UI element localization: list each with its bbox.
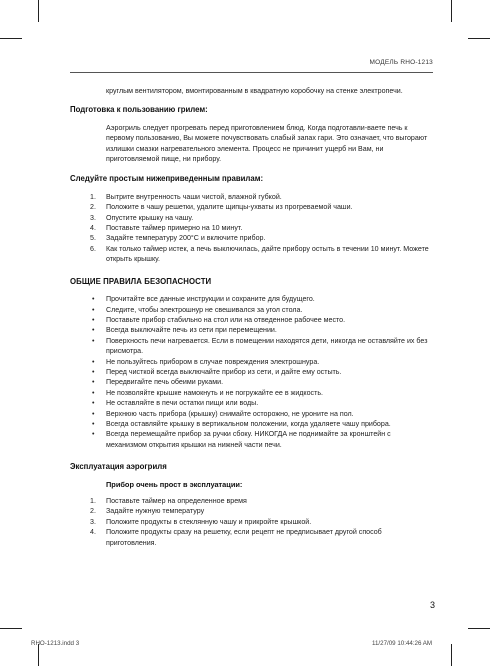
rules-heading: Следуйте простым нижеприведенным правилам:	[70, 174, 264, 184]
list-item-text: Положите в чашу решетки, удалите щипцы-ухваты из прогреваемой чаши.	[106, 203, 353, 212]
list-item-number: 4.	[90, 528, 96, 537]
bullet-marker: •	[92, 378, 95, 387]
list-item	[90, 202, 433, 212]
list-item-text: Положите продукты сразу на решетку, если рецепт не предписывает другой способ приготовления.	[106, 528, 382, 547]
list-item-text: Передвигайте печь обеими руками.	[106, 378, 224, 387]
list-item	[90, 213, 433, 223]
list-item	[90, 325, 433, 335]
list-item-number: 6.	[90, 244, 96, 253]
list-item	[90, 527, 433, 548]
list-item	[90, 367, 433, 377]
page-content	[70, 86, 433, 548]
bullet-marker: •	[92, 315, 95, 324]
list-item	[90, 388, 433, 398]
bullet-marker: •	[92, 419, 95, 428]
list-item	[90, 336, 433, 357]
operation-list	[70, 496, 433, 548]
list-item	[90, 506, 433, 516]
list-item-text: Задайте нужную температуру	[106, 507, 205, 516]
crop-mark-bottom-right-v	[451, 644, 452, 666]
crop-mark-top-right-h	[468, 38, 490, 39]
list-item	[90, 419, 433, 429]
list-item-text: Перед чисткой всегда выключайте прибор из сети, и дайте ему остыть.	[106, 367, 342, 376]
safety-heading: ОБЩИЕ ПРАВИЛА БЕЗОПАСНОСТИ	[70, 276, 212, 286]
list-item	[90, 377, 433, 387]
header-divider	[70, 72, 433, 73]
list-item-number: 1.	[90, 192, 96, 201]
bullet-marker: •	[92, 305, 95, 314]
list-item-text: Поверхность печи нагревается. Если в помещении находятся дети, никогда не оставляйте их без присмотра.	[106, 336, 428, 356]
crop-mark-top-left-h	[0, 38, 22, 39]
list-item-text: Всегда оставляйте крышку в вертикальном положении, когда удаляете чашу прибора.	[106, 419, 391, 428]
list-item-text: Не оставляйте в печи остатки пищи или воды.	[106, 399, 259, 408]
footer-timestamp: 11/27/09 10:44:26 AM	[372, 640, 433, 647]
rules-list	[70, 192, 433, 265]
list-item-text: Задайте температуру 200°С и включите прибор.	[106, 234, 266, 243]
list-item-text: Всегда перемещайте прибор за ручки сбоку. НИКОГДА не поднимайте за кронштейн с механизмом открытия крышки на нижней части печи.	[106, 430, 391, 449]
crop-mark-bottom-left-v	[38, 644, 39, 666]
list-item	[90, 496, 433, 506]
list-item	[90, 223, 433, 233]
list-item-number: 2.	[90, 203, 96, 212]
list-item-text: Вытрите внутренность чаши чистой, влажной губкой.	[106, 192, 282, 201]
footer-file-slug: RHO-1213.indd 3	[31, 640, 80, 647]
bullet-marker: •	[92, 409, 95, 418]
bullet-marker: •	[92, 399, 95, 408]
list-item	[90, 294, 433, 304]
list-item-text: Поставьте таймер примерно на 10 минут.	[106, 224, 243, 233]
list-item-text: Поставьте таймер на определенное время	[106, 497, 247, 505]
bullet-marker: •	[92, 295, 95, 304]
list-item-text: Верхнюю часть прибора (крышку) снимайте осторожно, не уроните на пол.	[106, 409, 354, 418]
list-item	[90, 315, 433, 325]
bullet-marker: •	[92, 388, 95, 397]
crop-mark-bottom-right-h	[468, 628, 490, 629]
list-item	[90, 357, 433, 367]
header-model: МОДЕЛЬ RHO-1213	[369, 59, 433, 66]
safety-list	[70, 294, 433, 450]
page-number: 3	[429, 600, 435, 610]
list-item-number: 2.	[90, 507, 96, 516]
list-item	[90, 409, 433, 419]
list-item-number: 3.	[90, 213, 96, 222]
list-item	[90, 305, 433, 315]
list-item-text: Всегда выключайте печь из сети при перемещении.	[106, 326, 277, 335]
list-item-number: 1.	[90, 497, 96, 505]
list-item-number: 5.	[90, 234, 96, 243]
operation-heading: Эксплуатация аэрогриля	[70, 462, 167, 472]
list-item	[90, 244, 433, 265]
bullet-marker: •	[92, 357, 95, 366]
list-item	[90, 398, 433, 408]
list-item	[90, 517, 433, 527]
list-item	[90, 192, 433, 202]
list-item-number: 4.	[90, 224, 96, 233]
bullet-marker: •	[92, 326, 95, 335]
list-item-text: Не позволяйте крышке намокнуть и не погружайте ее в жидкость.	[106, 388, 324, 397]
intro-paragraph: круглым вентилятором, вмонтированным в квадратную коробочку на стенке электропечи.	[106, 87, 403, 95]
prep-heading: Подготовка к пользованию грилем:	[70, 105, 208, 115]
crop-mark-top-left-v	[38, 0, 39, 22]
list-item-text: Положите продукты в стеклянную чашу и прикройте крышкой.	[106, 517, 312, 526]
list-item-text: Поставьте прибор стабильно на стол или на отведенное рабочее место.	[106, 315, 346, 324]
prep-paragraph: Аэрогриль следует прогревать перед приготовлением блюд. Когда подготавли-ваете печь к первому пользованию, Вы можете почувствовать слабый запах гари. Это означает, что выгорают излишки смазки нагревательного элемента. Процесс не причинит ущерб ни Вам, ни приготовляемой пище, ни прибору.	[106, 123, 428, 164]
list-item	[90, 429, 433, 450]
list-item	[90, 233, 433, 243]
crop-mark-top-right-v	[451, 0, 452, 22]
bullet-marker: •	[92, 430, 95, 439]
list-item-text: Как только таймер истек, а печь выключилась, дайте прибору остыть в течении 10 минут. Можете открыть крышку.	[106, 244, 429, 264]
crop-mark-bottom-left-h	[0, 628, 22, 629]
list-item-text: Не пользуйтесь прибором в случае повреждения электрошнура.	[106, 357, 320, 366]
bullet-marker: •	[92, 367, 95, 376]
list-item-text: Опустите крышку на чашу.	[106, 213, 194, 222]
bullet-marker: •	[92, 336, 95, 345]
list-item-text: Прочитайте все данные инструкции и сохраните для будущего.	[106, 295, 315, 304]
list-item-text: Следите, чтобы электрошнур не свешивался за угол стола.	[106, 305, 303, 314]
list-item-number: 3.	[90, 517, 96, 526]
operation-subheading: Прибор очень прост в эксплуатации:	[106, 479, 243, 489]
